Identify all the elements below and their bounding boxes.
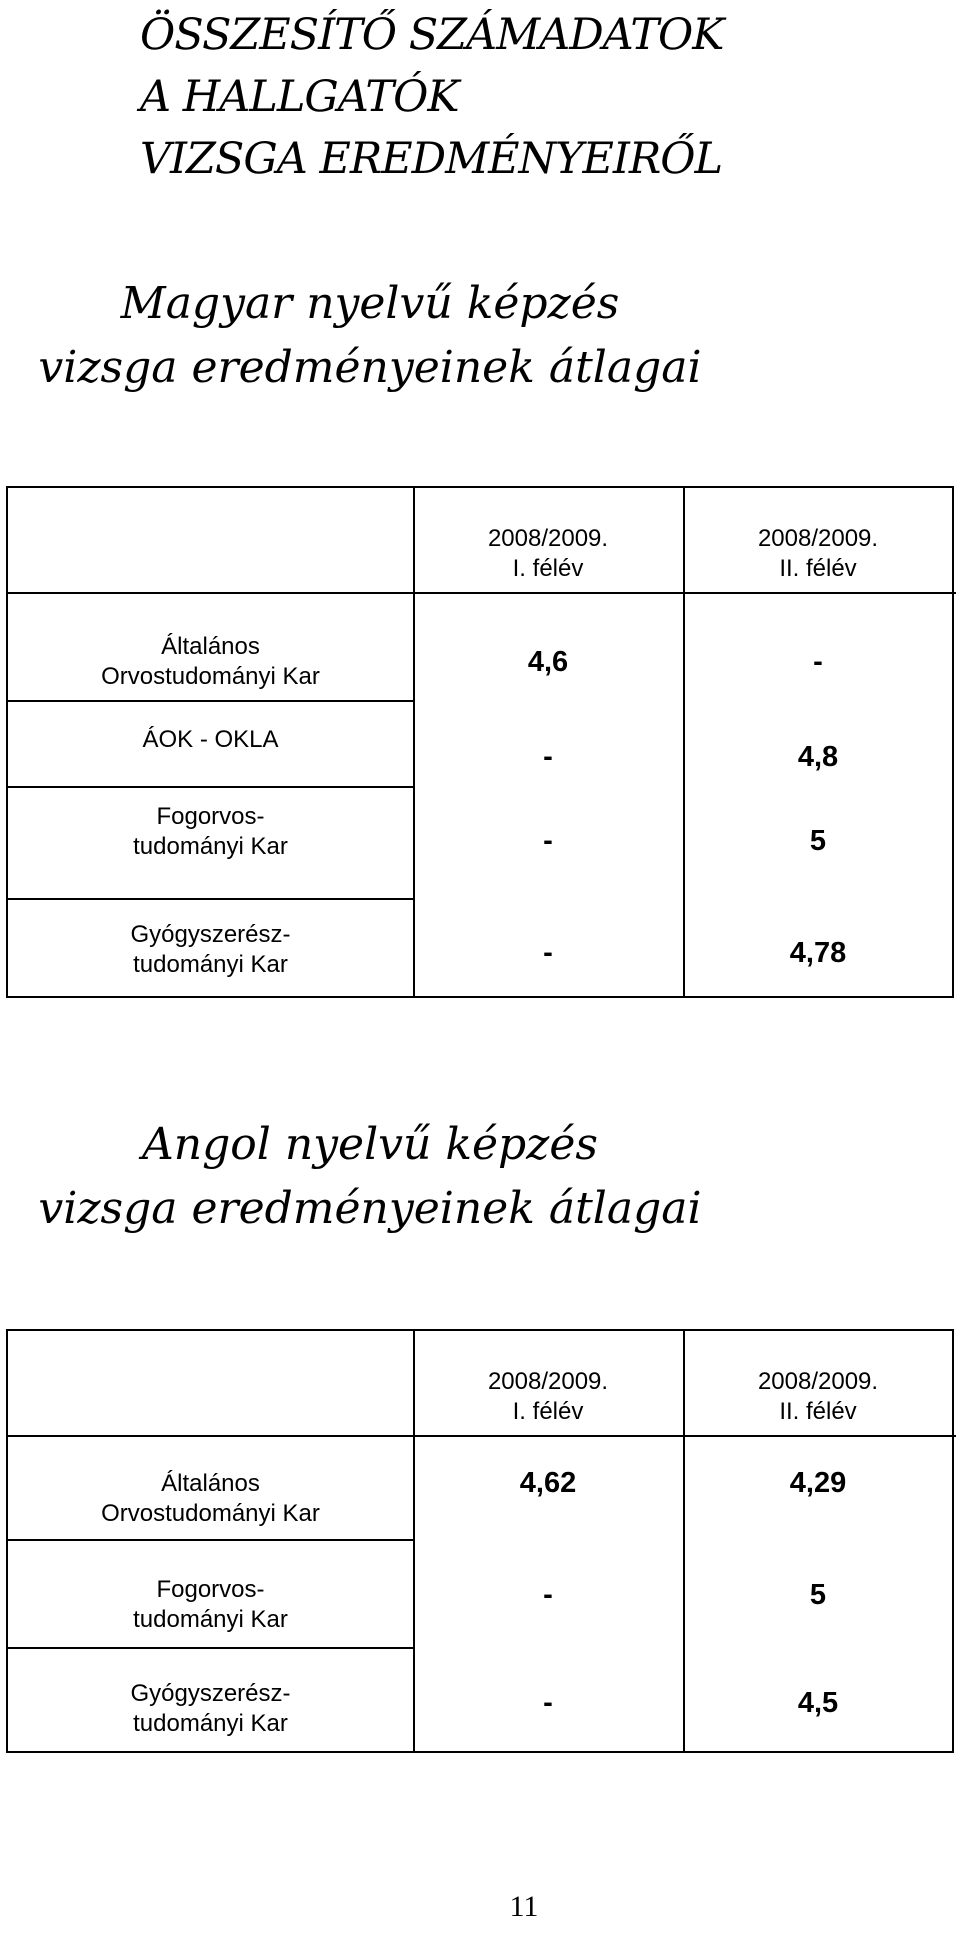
page-number: 11 <box>509 1890 539 1923</box>
column-header-sem1 <box>413 516 683 592</box>
hungarian-title-line-2: vizsga eredményeinek átlagai <box>38 342 702 393</box>
value-cell: - <box>543 824 553 857</box>
english-section-title <box>0 1113 850 1241</box>
value-cell: 5 <box>809 1578 827 1611</box>
row-label <box>8 912 413 988</box>
column-header-line: 2008/2009. <box>757 1368 879 1395</box>
column-header-line: 2008/2009. <box>487 1368 609 1395</box>
value-cell: 4,29 <box>789 1466 847 1499</box>
row-label-line: tudományi Kar <box>133 1710 288 1737</box>
table-divider <box>8 1647 413 1649</box>
table-divider <box>8 786 413 788</box>
row-label-line: tudományi Kar <box>133 833 288 860</box>
row-label-line: Fogorvos- <box>156 803 265 830</box>
value-cell: 5 <box>809 824 827 857</box>
hungarian-title-line-1: Magyar nyelvű képzés <box>120 278 620 329</box>
column-header-line: II. félév <box>779 555 857 582</box>
row-label-line: Orvostudományi Kar <box>101 1500 320 1527</box>
document-title-line-1: ÖSSZESÍTŐ SZÁMADATOK <box>140 10 724 60</box>
row-label-line: ÁOK - OKLA <box>142 726 279 753</box>
english-title-line-2: vizsga eredményeinek átlagai <box>38 1183 702 1234</box>
column-header-line: 2008/2009. <box>487 525 609 552</box>
value-cell: 4,6 <box>527 645 569 678</box>
row-label <box>8 794 413 870</box>
document-title <box>140 4 723 190</box>
hungarian-results-table <box>6 486 954 998</box>
table-divider <box>8 700 413 702</box>
value-cell: - <box>813 645 823 678</box>
document-title-line-3: VIZSGA EREDMÉNYEIRŐL <box>140 134 723 184</box>
hungarian-section-title <box>0 272 850 400</box>
row-label <box>8 1671 413 1747</box>
row-label-line: Orvostudományi Kar <box>101 663 320 690</box>
value-cell: 4,8 <box>797 740 839 773</box>
value-cell: - <box>543 1686 553 1719</box>
column-header-line: I. félév <box>512 555 584 582</box>
row-label <box>8 1567 413 1643</box>
table-divider <box>8 1539 413 1541</box>
column-header-line: II. félév <box>779 1398 857 1425</box>
column-header-sem1 <box>413 1359 683 1435</box>
table-divider <box>8 898 413 900</box>
row-label-line: Gyógyszerész- <box>130 1680 291 1707</box>
table-divider <box>8 1435 956 1437</box>
column-header-line: I. félév <box>512 1398 584 1425</box>
row-label-line: Általános <box>161 1470 260 1497</box>
row-label-line: tudományi Kar <box>133 1606 288 1633</box>
row-label <box>8 720 413 760</box>
row-label-line: Általános <box>161 633 260 660</box>
column-header-line: 2008/2009. <box>757 525 879 552</box>
english-title-line-1: Angol nyelvű képzés <box>142 1119 598 1170</box>
document-title-line-2: A HALLGATÓK <box>140 72 459 122</box>
row-label <box>8 1461 413 1537</box>
row-label-line: Fogorvos- <box>156 1576 265 1603</box>
english-results-table <box>6 1329 954 1753</box>
value-cell: 4,62 <box>519 1466 577 1499</box>
column-header-sem2 <box>683 516 953 592</box>
table-divider <box>8 592 956 594</box>
value-cell: - <box>543 936 553 969</box>
column-header-sem2 <box>683 1359 953 1435</box>
value-cell: 4,78 <box>789 936 847 969</box>
value-cell: - <box>543 740 553 773</box>
value-cell: - <box>543 1578 553 1611</box>
row-label-line: tudományi Kar <box>133 951 288 978</box>
row-label <box>8 624 413 700</box>
value-cell: 4,5 <box>797 1686 839 1719</box>
row-label-line: Gyógyszerész- <box>130 921 291 948</box>
